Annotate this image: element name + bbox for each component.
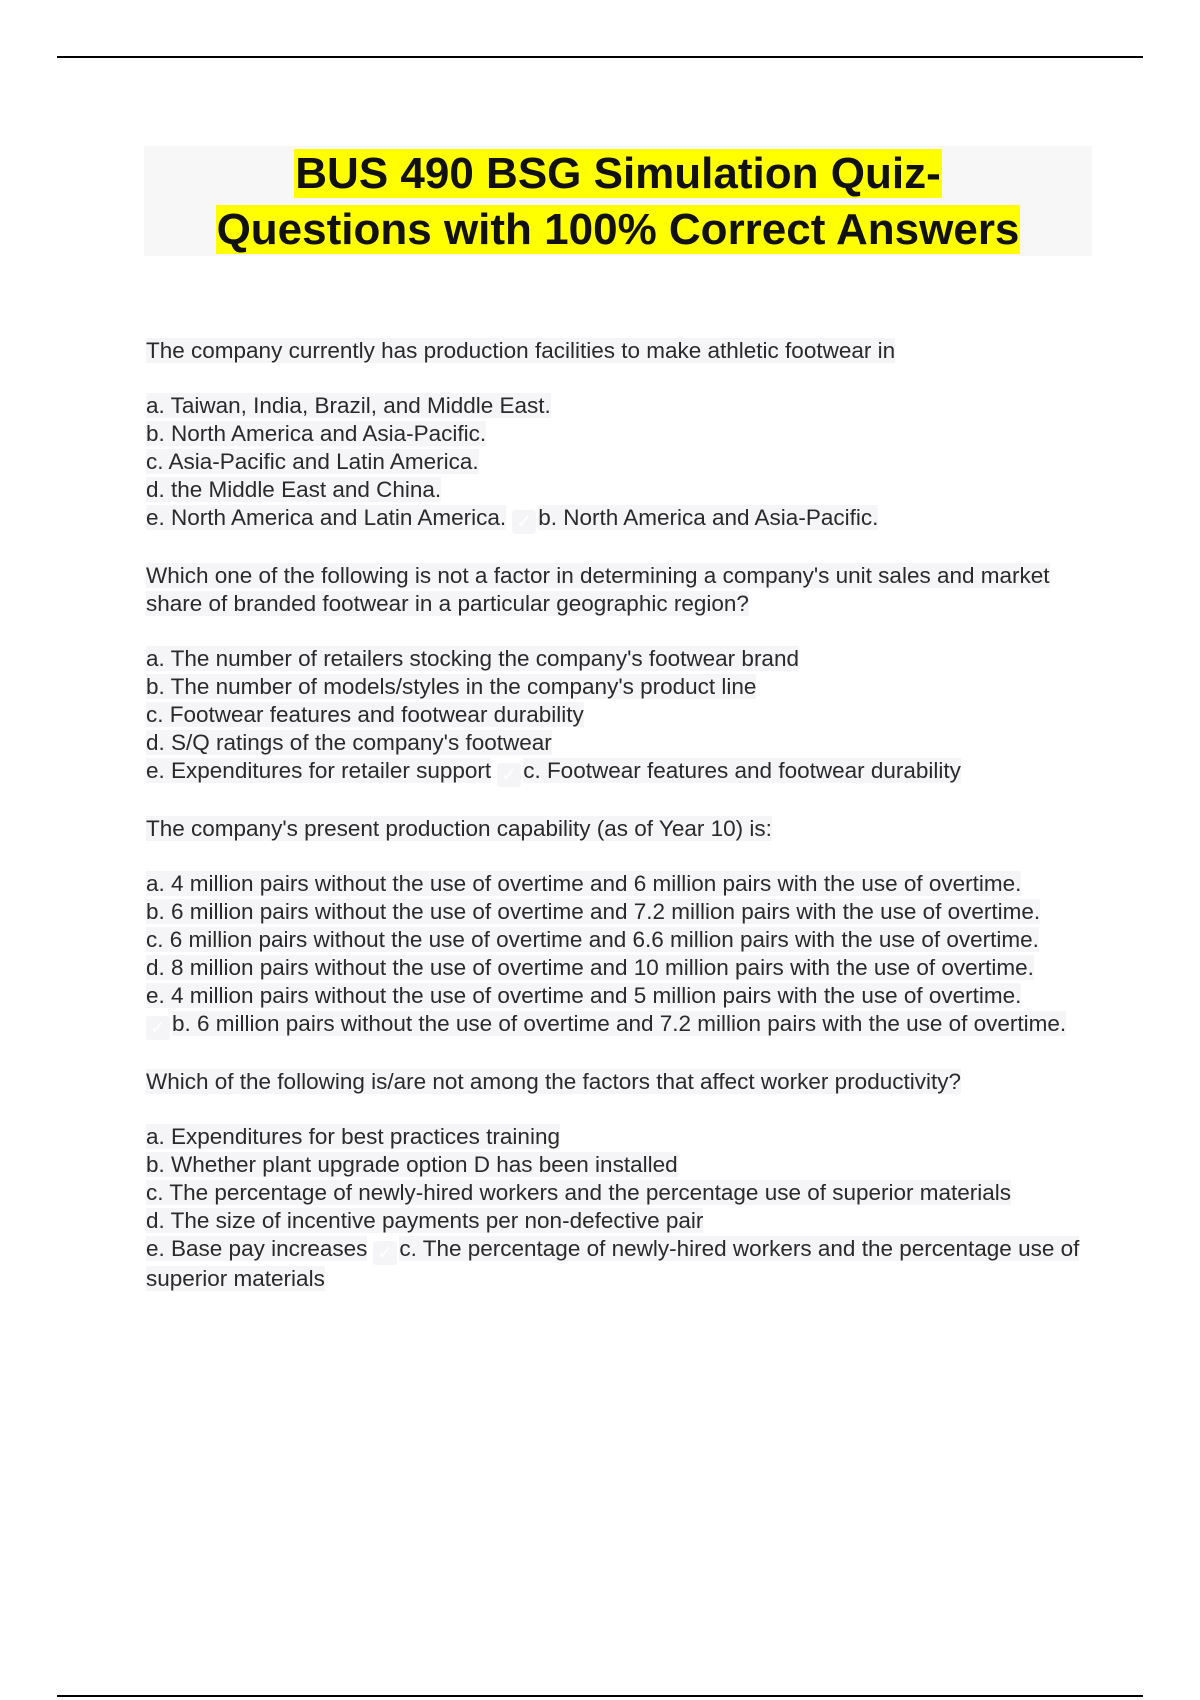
option-d: d. 8 million pairs without the use of overtime and 10 million pairs with the use of overtime. xyxy=(146,955,1034,980)
question-text: Which of the following is/are not among the factors that affect worker productivity? xyxy=(146,1069,961,1094)
top-rule xyxy=(57,56,1143,58)
options-list xyxy=(146,870,1096,1040)
options-list xyxy=(146,392,1096,534)
option-e: e. Base pay increases ✓ c. The percentage of newly-hired workers and the percentage use of superior materials xyxy=(146,1236,1080,1291)
question-text: Which one of the following is not a factor in determining a company's unit sales and market share of branded footwear in a particular geographic region? xyxy=(146,563,1050,616)
question-4 xyxy=(146,1068,1096,1293)
option-c: c. 6 million pairs without the use of overtime and 6.6 million pairs with the use of overtime. xyxy=(146,927,1039,952)
question-text: The company currently has production facilities to make athletic footwear in xyxy=(146,338,896,363)
title-banner xyxy=(144,146,1092,256)
check-box-icon: ✓ xyxy=(512,510,536,534)
options-list xyxy=(146,645,1096,787)
question-text: The company's present production capability (as of Year 10) is: xyxy=(146,816,772,841)
correct-answer-row xyxy=(146,1010,1096,1040)
option-b: b. North America and Asia-Pacific. xyxy=(146,421,487,446)
option-a: a. Taiwan, India, Brazil, and Middle East. xyxy=(146,393,551,418)
option-e: e. 4 million pairs without the use of overtime and 5 million pairs with the use of overtime. xyxy=(146,983,1022,1008)
option-d: d. The size of incentive payments per non-defective pair xyxy=(146,1208,704,1233)
option-e: e. North America and Latin America. ✓ b. North America and Asia-Pacific. xyxy=(146,505,879,533)
bottom-rule xyxy=(57,1695,1143,1697)
option-a: a. Expenditures for best practices training xyxy=(146,1124,560,1149)
check-box-icon: ✓ xyxy=(146,1016,170,1040)
option-c: c. Footwear features and footwear durability xyxy=(146,702,584,727)
title-line-1: BUS 490 BSG Simulation Quiz- xyxy=(295,149,941,198)
option-a: a. The number of retailers stocking the company's footwear brand xyxy=(146,646,799,671)
option-e: e. Expenditures for retailer support ✓ c. Footwear features and footwear durability xyxy=(146,758,961,786)
correct-answer: c. The percentage of newly-hired workers and the percentage use of superior materials xyxy=(146,1236,1080,1291)
option-b: b. The number of models/styles in the company's product line xyxy=(146,674,757,699)
question-1 xyxy=(146,337,1096,534)
option-b: b. Whether plant upgrade option D has been installed xyxy=(146,1152,678,1177)
option-d: d. S/Q ratings of the company's footwear xyxy=(146,730,552,755)
option-d: d. the Middle East and China. xyxy=(146,477,442,502)
option-b: b. 6 million pairs without the use of overtime and 7.2 million pairs with the use of overtime. xyxy=(146,899,1041,924)
question-2 xyxy=(146,562,1096,787)
check-box-icon: ✓ xyxy=(497,763,521,787)
quiz-content xyxy=(146,337,1096,1321)
correct-answer: b. 6 million pairs without the use of overtime and 7.2 million pairs with the use of overtime. xyxy=(172,1011,1067,1036)
correct-answer: c. Footwear features and footwear durability xyxy=(523,758,961,783)
options-list xyxy=(146,1123,1096,1293)
question-3 xyxy=(146,815,1096,1040)
title-line-2: Questions with 100% Correct Answers xyxy=(216,205,1020,254)
option-c: c. The percentage of newly-hired workers and the percentage use of superior materials xyxy=(146,1180,1012,1205)
correct-answer: b. North America and Asia-Pacific. xyxy=(538,505,879,530)
option-c: c. Asia-Pacific and Latin America. xyxy=(146,449,479,474)
check-box-icon: ✓ xyxy=(373,1241,397,1265)
option-a: a. 4 million pairs without the use of overtime and 6 million pairs with the use of overtime. xyxy=(146,871,1022,896)
